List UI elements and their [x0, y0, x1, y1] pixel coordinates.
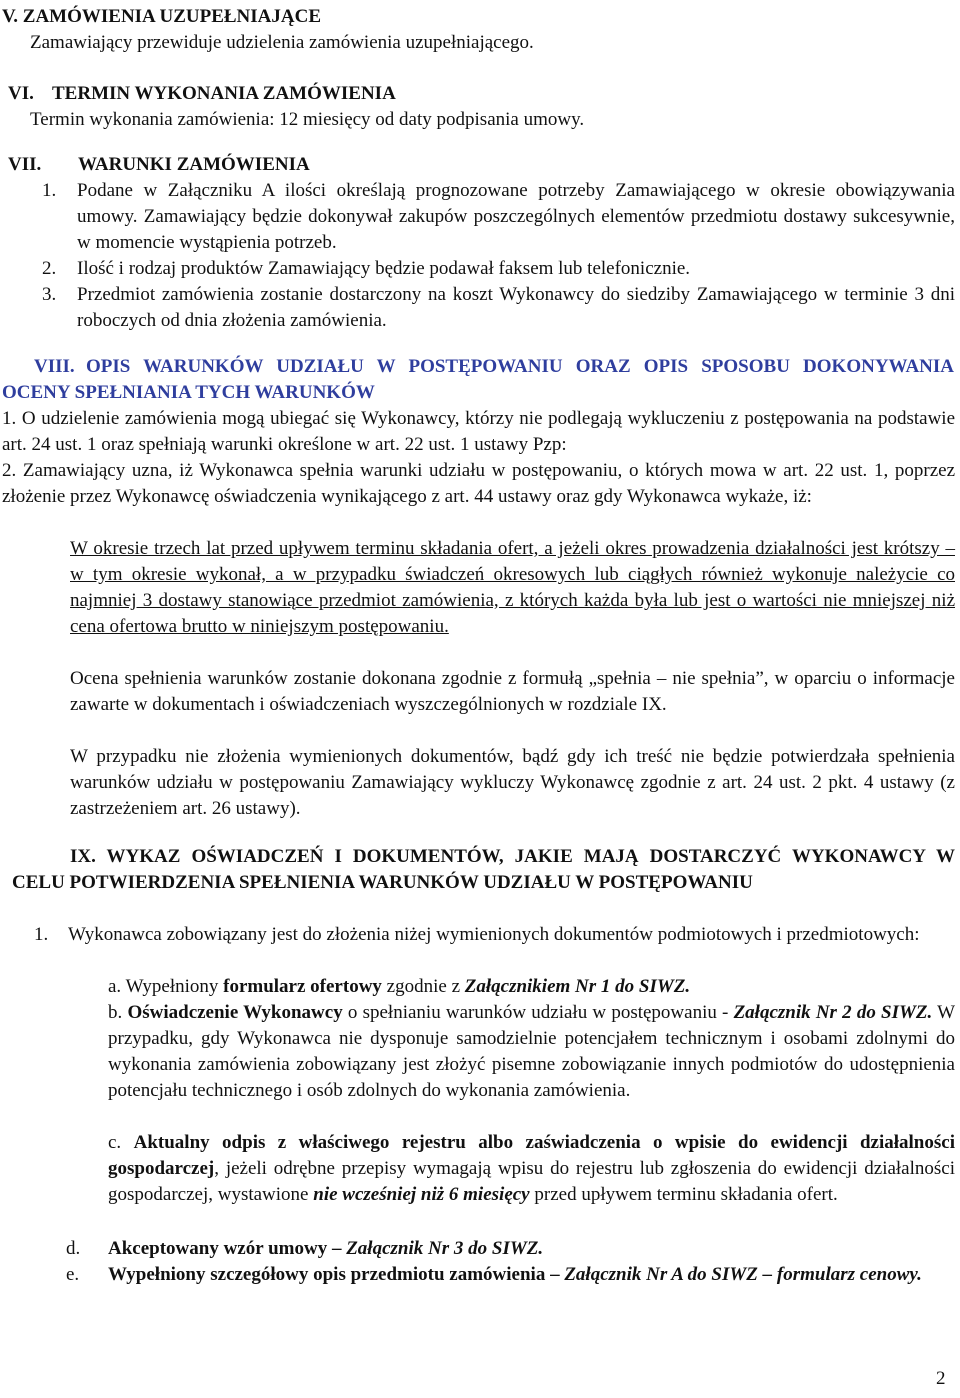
document-c-mid: , jeżeli odrębne przepisy wymagają wpisu do rejestru lub zgłoszenia do ewidencji działalności gospodarczej, wystawione [108, 1158, 955, 1205]
section-vii-number: VII. [8, 154, 42, 175]
document-a-pre: a. Wypełniony [108, 976, 224, 997]
document-b-attachment: Załącznik Nr 2 do SIWZ. [733, 1002, 933, 1023]
section-ix-item1-text: Wykonawca zobowiązany jest do złożenia niżej wymienionych dokumentów podmiotowych i przedmiotowych: [68, 924, 920, 945]
document-e [108, 1262, 955, 1288]
section-v-text: Zamawiający przewiduje udzielenia zamówienia uzupełniającego. [30, 32, 534, 53]
document-b-rest: W przypadku, gdy Wykonawca nie dysponuje samodzielnie potencjałem technicznym i osobami zdolnymi do wykonania zamówienia zobowiązany jest złożyć pisemne zobowiązanie innych podmiotów do udostępnienia potencjału technicznego i osób zdolnych do wykonania zamówienia. [108, 1002, 956, 1101]
document-c-bold: Aktualny odpis z właściwego rejestru albo zaświadczenia o wpisie do ewidencji działalności gospodarczej [108, 1132, 955, 1179]
document-a-attachment: Załącznikiem Nr 1 do SIWZ. [464, 976, 691, 997]
section-vii-item1-number: 1. [42, 180, 57, 201]
document-c-rest: przed upływem terminu składania ofert. [529, 1184, 838, 1205]
section-vii-heading: WARUNKI ZAMÓWIENIA [78, 154, 310, 175]
section-vi-text: Termin wykonania zamówienia: 12 miesięcy od daty podpisania umowy. [30, 109, 585, 130]
document-c [108, 1130, 955, 1208]
document-b-bold: Oświadczenie Wykonawcy [127, 1002, 343, 1023]
section-viii-number: VIII. [34, 356, 75, 377]
section-vii-item3-number: 3. [42, 284, 57, 305]
section-viii-heading: OPIS WARUNKÓW UDZIAŁU W POSTĘPOWANIU ORAZ OPIS SPOSOBU DOKONYWANIA OCENY SPEŁNIANIA TYCH WARUNKÓW [2, 356, 954, 403]
document-b [108, 1000, 955, 1104]
section-vii-item3-text: Przedmiot zamówienia zostanie dostarczony na koszt Wykonawcy do siedziby Zamawiającego w terminie 3 dni roboczych od dnia złożenia zamówienia. [77, 284, 955, 331]
evaluation-rule: Ocena spełnienia warunków zostanie dokonana zgodnie z formułą „spełnia – nie spełnia”, w oparciu o informacje zawarte w dokumentach i oświadczeniach wyszczególnionych w rozdziale IX. [70, 668, 955, 715]
section-viii-paragraph-1: 1. O udzielenie zamówienia mogą ubiegać się Wykonawcy, którzy nie podlegają wykluczeniu z postępowania na podstawie art. 24 ust. 1 oraz spełniają warunki określone w art. 22 ust. 1 ustawy Pzp: [2, 408, 955, 455]
document-d-number: d. [66, 1238, 81, 1259]
section-v-heading: V. ZAMÓWIENIA UZUPEŁNIAJĄCE [2, 6, 322, 27]
section-viii-paragraph-2: 2. Zamawiający uzna, iż Wykonawca spełnia warunki udziału w postępowaniu, o których mowa w art. 22 ust. 1, poprzez złożenie przez Wykonawcę oświadczenia wynikającego z art. 44 ustawy oraz gdy Wykonawca wykaże, iż: [2, 460, 955, 507]
document-c-pre: c. [108, 1132, 134, 1153]
document-a [108, 974, 955, 1000]
exclusion-rule: W przypadku nie złożenia wymienionych dokumentów, bądź gdy ich treść nie będzie potwierdzała spełnienia warunków udziału w postępowaniu Zamawiający wykluczy Wykonawcę zgodnie z art. 24 ust. 2 pkt. 4 ustawy (z zastrzeżeniem art. 26 ustawy). [70, 746, 955, 819]
document-b-mid: o spełnianiu warunków udziału w postępowaniu - [342, 1002, 734, 1023]
document-e-attachment: Załącznik Nr A do SIWZ – formularz cenowy. [564, 1264, 922, 1285]
document-e-number: e. [66, 1264, 80, 1285]
section-vii-item1-text: Podane w Załączniku A ilości określają prognozowane potrzeby Zamawiającego w okresie obowiązywania umowy. Zamawiający będzie dokonywał zakupów poszczególnych elementów przedmiotu dostawy sukcesywnie, w momencie wystąpienia potrzeb. [77, 180, 955, 253]
section-ix-heading: IX. WYKAZ OŚWIADCZEŃ I DOKUMENTÓW, JAKIE MAJĄ DOSTARCZYĆ WYKONAWCY W CELU POTWIERDZENIA SPEŁNIENIA WARUNKÓW UDZIAŁU W POSTĘPOWANIU [12, 846, 955, 893]
document-e-bold: Wypełniony szczegółowy opis przedmiotu zamówienia – [108, 1264, 565, 1285]
participation-condition: W okresie trzech lat przed upływem terminu składania ofert, a jeżeli okres prowadzenia działalności jest krótszy – w tym okresie wykonał, a w przypadku świadczeń okresowych lub ciągłych również wykonuje należycie co najmniej 3 dostawy stanowiące przedmiot zamówienia, z których każda była lub jest o wartości nie mniejszej niż cena ofertowa brutto w niniejszym postępowaniu. [70, 538, 955, 637]
document-a-bold: formularz ofertowy [223, 976, 382, 997]
section-vi-heading: TERMIN WYKONANIA ZAMÓWIENIA [52, 83, 396, 104]
document-c-date-limit: nie wcześniej niż 6 miesięcy [313, 1184, 530, 1205]
section-vii-item2-number: 2. [42, 258, 57, 279]
page-number: 2 [936, 1368, 946, 1389]
document-a-mid: zgodnie z [381, 976, 465, 997]
document-d-bold: Akceptowany wzór umowy – [108, 1238, 347, 1259]
section-vii-item2-text: Ilość i rodzaj produktów Zamawiający będzie podawał faksem lub telefonicznie. [77, 258, 691, 279]
document-d-attachment: Załącznik Nr 3 do SIWZ. [346, 1238, 544, 1259]
document-d [108, 1236, 543, 1262]
section-ix-item1-number: 1. [34, 924, 49, 945]
document-b-pre: b. [108, 1002, 128, 1023]
section-vi-number: VI. [8, 83, 34, 104]
